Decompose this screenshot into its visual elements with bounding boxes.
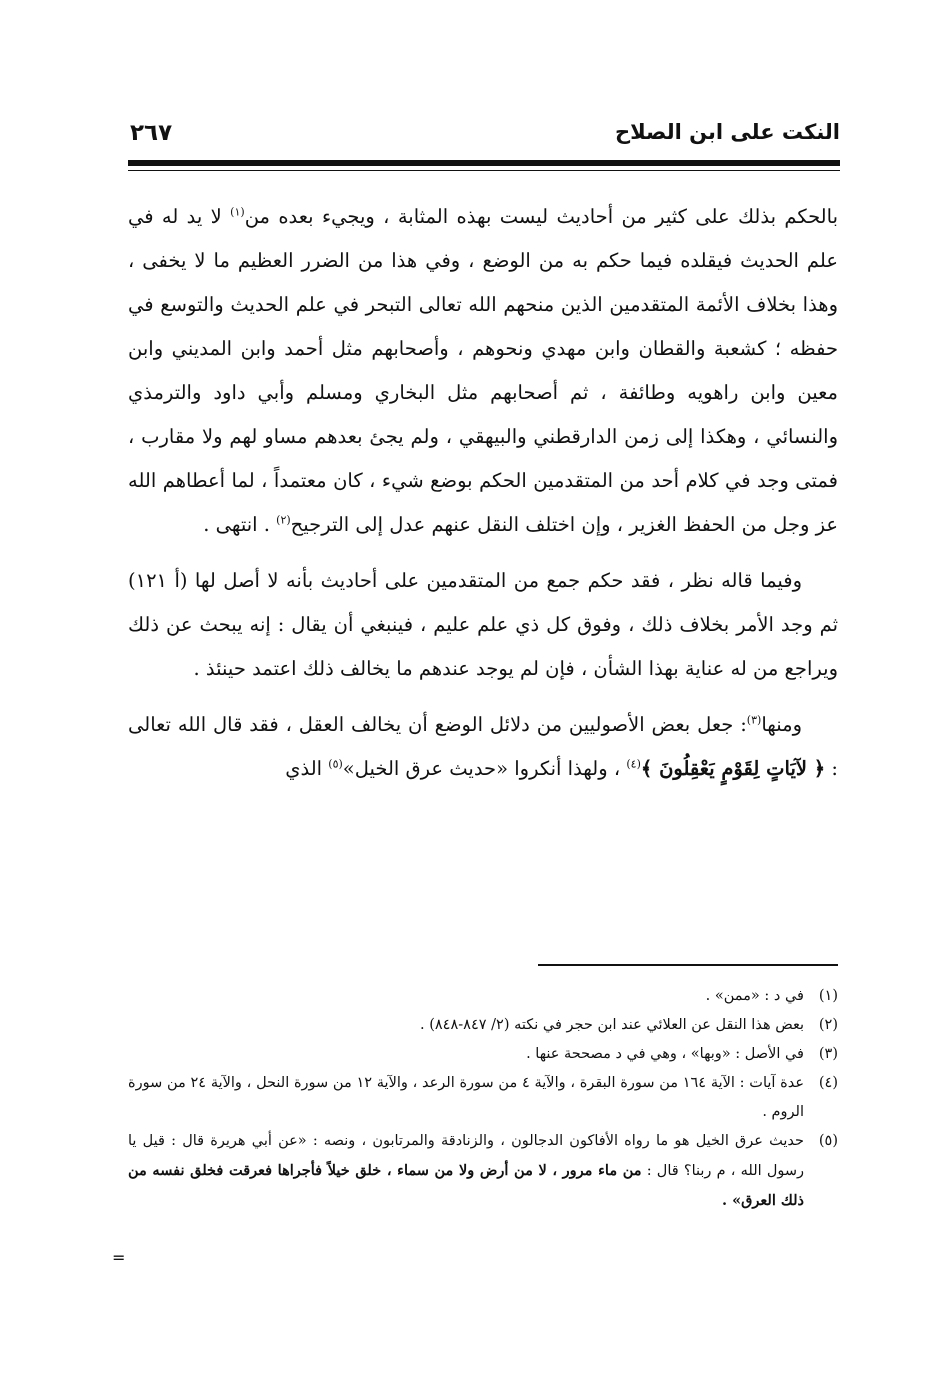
p3-text-d: الذي	[285, 757, 329, 780]
footnotes	[128, 982, 838, 1216]
footnote-ref-3[interactable]: (٣)	[746, 713, 762, 727]
footnote-5	[128, 1127, 838, 1216]
footnote-2	[128, 1011, 838, 1040]
p1-text-b: لا يد له في علم الحديث فيقلده فيما حكم به من الوضع ، وفي هذا من الضرر العظيم ما لا يخفى ، وهذا بخلاف الأئمة المتقدمين الذين منحهم الله تعالى التبحر في علم الحديث والتوسع في حفظه ؛ كشعبة والقطان وابن مهدي ونحوهم ، وأصحابهم مثل أحمد وابن المديني وابن معين وابن راهويه وطائفة ، ثم أصحابهم مثل البخاري ومسلم وأبي داود والترمذي والنسائي ، وهكذا إلى زمن الدارقطني والبيهقي ، ولم يجئ بعدهم مساو لهم ولا مقارب ، فمتى وجد في كلام أحد من المتقدمين الحكم بوضع شيء ، كان معتمداً ، لما أعطاهم الله عز وجل من الحفظ الغزير ، وإن اختلف النقل عنهم عدل إلى الترجيح	[128, 205, 838, 536]
footnote-text-bold: من ماء مرور ، لا من أرض ولا من سماء ، خلق خيلاً فأجراها فعرقت فخلق نفسه من ذلك العرق» .	[128, 1162, 804, 1209]
p3-text-b: : جعل بعض الأصوليين من دلائل الوضع أن يخالف العقل ، فقد قال الله تعالى :	[128, 713, 838, 780]
footnote-ref-5[interactable]: (٥)	[328, 757, 343, 771]
p3-text-c: ، ولهذا أنكروا «حديث عرق الخيل»	[342, 757, 627, 780]
footnote-text: بعض هذا النقل عن العلائي عند ابن حجر في نكته (٢/ ٨٤٧-٨٤٨) .	[420, 1017, 804, 1033]
footnote-text	[128, 1127, 804, 1216]
footnote-3	[128, 1040, 838, 1069]
main-text	[128, 195, 838, 791]
footnote-number: (١)	[818, 988, 838, 1004]
footnote-text: في د : «ممن» .	[705, 988, 804, 1004]
header-rule-thin	[128, 170, 840, 171]
p1-text-a: بالحكم بذلك على كثير من أحاديث ليست بهذه المثابة ، ويجيء بعده من	[244, 205, 838, 228]
running-title: النكت على ابن الصلاح	[614, 120, 840, 144]
footnote-number: (٢)	[818, 1017, 838, 1033]
page-number: ٢٦٧	[130, 120, 173, 146]
footnote-number: (٤)	[818, 1075, 838, 1091]
footnote-text: عدة آيات : الآية ١٦٤ من سورة البقرة ، والآية ٤ من سورة الرعد ، والآية ١٢ من سورة النحل ، والآية ٢٤ من سورة الروم .	[128, 1075, 805, 1120]
p1-text-c: . انتهى .	[203, 513, 277, 536]
footnote-text: في الأصل : «وبها» ، وهي في د مصححة عنها .	[526, 1046, 804, 1062]
footnote-1	[128, 982, 838, 1011]
paragraph-3	[128, 703, 838, 791]
paragraph-1	[128, 195, 838, 547]
footnote-number: (٥)	[818, 1133, 838, 1149]
footnote-ref-4[interactable]: (٤)	[626, 757, 641, 771]
quran-verse: ﴿ لآيَاتٍ لِقَوْمٍ يَعْقِلُونَ ﴾	[640, 757, 826, 780]
footnote-ref-1[interactable]: (١)	[230, 205, 245, 219]
footnote-ref-2[interactable]: (٢)	[276, 513, 291, 527]
footnote-separator	[538, 964, 838, 966]
page-header	[128, 118, 840, 158]
paragraph-2: وفيما قاله نظر ، فقد حكم جمع من المتقدمين على أحاديث بأنه لا أصل لها (أ ١٢١) ثم وجد الأمر بخلاف ذلك ، وفوق كل ذي علم عليم ، فينبغي أن يقال : إنه يبحث عن ذلك ويراجع من له عناية بهذا الشأن ، فإن لم يوجد عندهم ما يخالف ذلك اعتمد حينئذ .	[128, 569, 838, 680]
p3-text-a: ومنها	[761, 713, 802, 736]
footnote-4	[128, 1069, 838, 1127]
footnote-text-plain: حديث عرق الخيل هو ما رواه الأفاكون الدجالون ، والزنادقة والمرتابون ، ونصه : «عن أبي هريرة قال : قيل يا رسول الله ، م ربنا؟ قال :	[128, 1133, 805, 1179]
continuation-mark: =	[112, 1248, 126, 1267]
header-rule-thick	[128, 160, 840, 166]
footnote-number: (٣)	[818, 1046, 838, 1062]
